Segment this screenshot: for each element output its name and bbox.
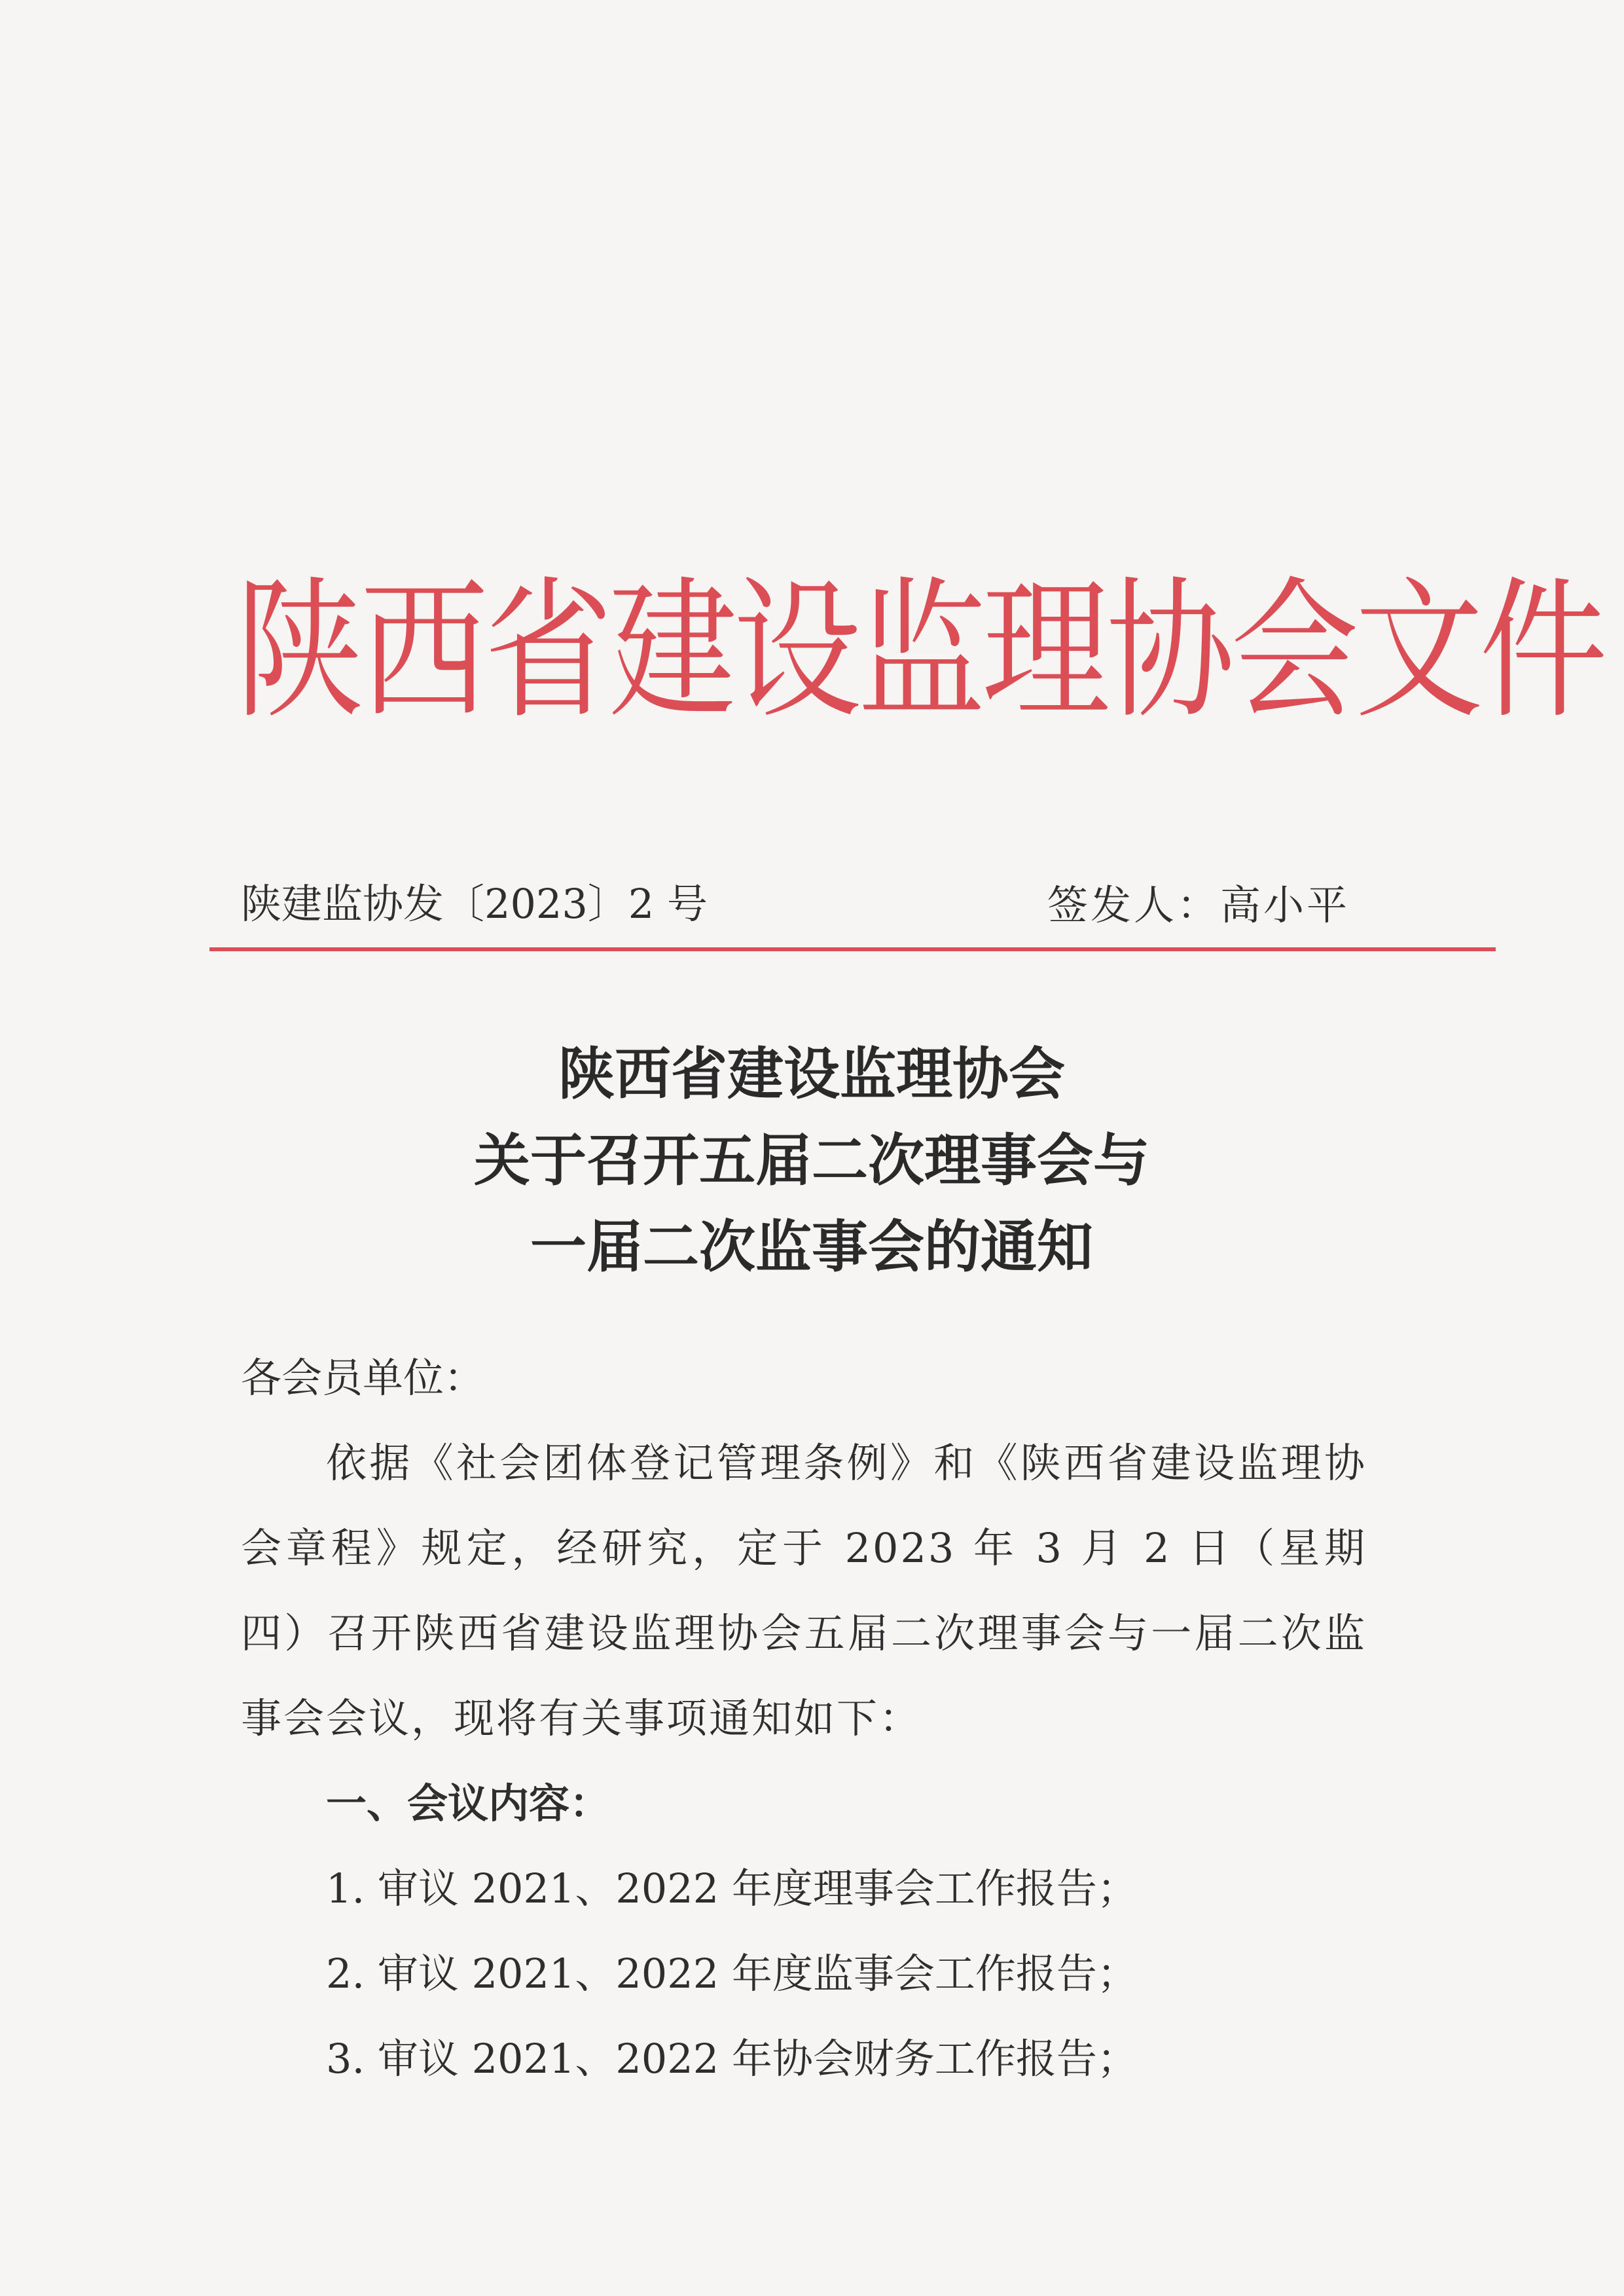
notice-title: [196, 1031, 1427, 1290]
intro-paragraph: 依据《社会团体登记管理条例》和《陕西省建设监理协会章程》规定，经研究，定于 2023 年 3 月 2 日（星期四）召开陕西省建设监理协会五届二次理事会与一届二次监事会会议，现将有关事项通知如下：: [241, 1439, 1367, 1742]
list-item: 2. 审议 2021、2022 年度监事会工作报告；: [326, 1950, 1138, 1997]
notice-title-line-1: 陕西省建设监理协会: [558, 1042, 1065, 1107]
document-number: 陕建监协发〔2023〕2 号: [241, 880, 708, 928]
notice-title-line-2: 关于召开五届二次理事会与: [474, 1128, 1149, 1194]
org-header-title: 陕西省建设监理协会文件: [236, 563, 1604, 740]
notice-title-line-3: 一届二次监事会的通知: [530, 1214, 1093, 1280]
notice-body: [241, 1336, 1367, 2102]
list-item: 1. 审议 2021、2022 年度理事会工作报告；: [326, 1865, 1138, 1912]
signer: 签发人：高小平: [1047, 881, 1350, 929]
list-item: 3. 审议 2021、2022 年协会财务工作报告；: [326, 2035, 1138, 2083]
section-heading-meeting-content: 一、会议内容：: [326, 1779, 611, 1827]
salutation: 各会员单位：: [241, 1354, 485, 1402]
red-divider-line: [209, 947, 1496, 951]
